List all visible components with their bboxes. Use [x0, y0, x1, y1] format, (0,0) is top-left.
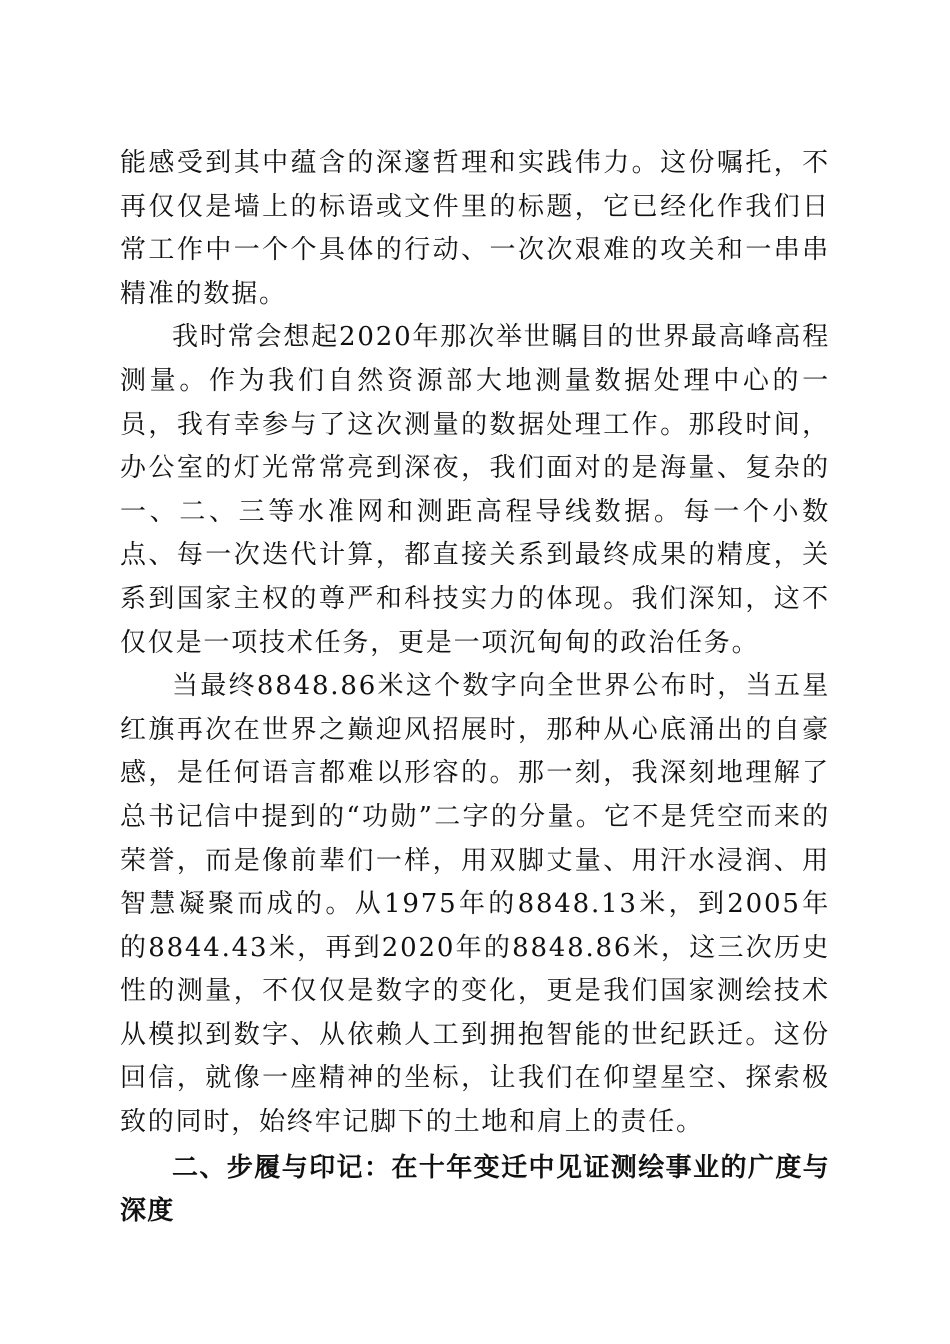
document-body: [120, 142, 830, 1234]
paragraph-everest-measurement: 我时常会想起2020年那次举世瞩目的世界最高峰高程测量。作为我们自然资源部大地测量数据处理中心的一员，我有幸参与了这次测量的数据处理工作。那段时间，办公室的灯光常常亮到深夜，我们面对的是海量、复杂的一、二、三等水准网和测距高程导线数据。每一个小数点、每一次迭代计算，都直接关系到最终成果的精度，关系到国家主权的尊严和科技实力的体现。我们深知，这不仅仅是一项技术任务，更是一项沉甸甸的政治任务。: [120, 322, 830, 658]
section-heading: 二、步履与印记：在十年变迁中见证测绘事业的广度与深度: [120, 1152, 830, 1227]
paragraph-continuation: 能感受到其中蕴含的深邃哲理和实践伟力。这份嘱托，不再仅仅是墙上的标语或文件里的标题，它已经化作我们日常工作中一个个具体的行动、一次次艰难的攻关和一串串精准的数据。: [120, 148, 830, 309]
paragraph-height-announcement: 当最终8848.86米这个数字向全世界公布时，当五星红旗再次在世界之巅迎风招展时，那种从心底涌出的自豪感，是任何语言都难以形容的。那一刻，我深刻地理解了总书记信中提到的“功勋”二字的分量。它不是凭空而来的荣誉，而是像前辈们一样，用双脚丈量、用汗水浸润、用智慧凝聚而成的。从1975年的8848.13米，到2005年的8844.43米，再到2020年的8848.86米，这三次历史性的测量，不仅仅是数字的变化，更是我们国家测绘技术从模拟到数字、从依赖人工到拥抱智能的世纪跃迁。这份回信，就像一座精神的坐标，让我们在仰望星空、探索极致的同时，始终牢记脚下的土地和肩上的责任。: [120, 671, 830, 1138]
